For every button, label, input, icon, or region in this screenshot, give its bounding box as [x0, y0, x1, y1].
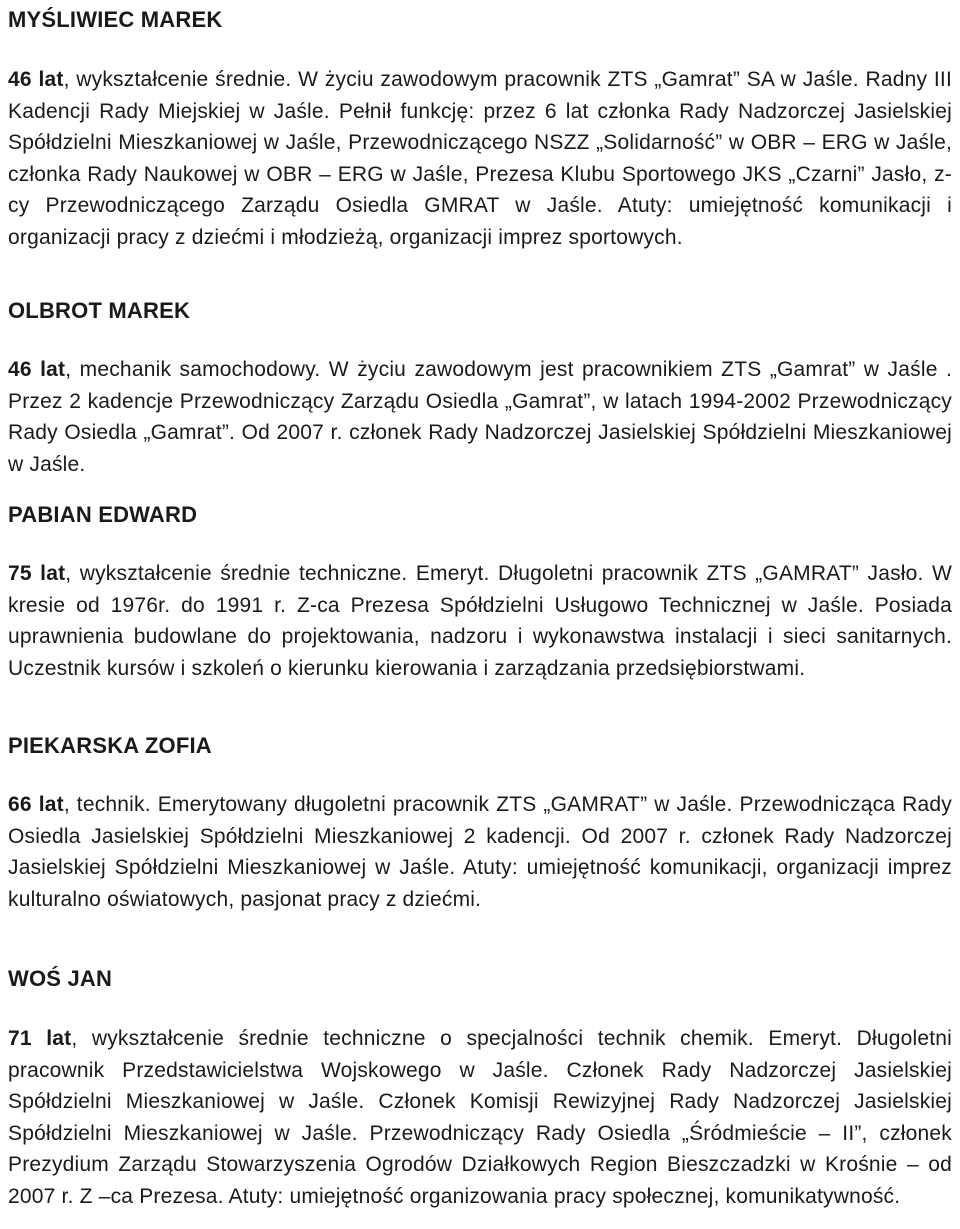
candidate-description: , technik. Emerytowany długoletni pracownik ZTS „GAMRAT” w Jaśle. Przewodnicząca Rady Osiedla Jasielskiej Spółdzielni Mieszkaniowej 2 kadencji. Od 2007 r. członek Rady Nadzorczej Jasielskiej Spółdzielni Mieszkaniowej w Jaśle. Atuty: umiejętność komunikacji, organizacji imprez kulturalno oświatowych, pasjonat pracy z dziećmi.	[8, 793, 952, 911]
candidate-age: 75 lat	[8, 562, 66, 585]
candidate-description: , wykształcenie średnie techniczne o specjalności technik chemik. Emeryt. Długoletni pracownik Przedstawicielstwa Wojskowego w Jaśle. Członek Rady Nadzorczej Jasielskiej Spółdzielni Mieszkaniowej w Jaśle. Członek Komisji Rewizyjnej Rady Nadzorczej Jasielskiej Spółdzielni Mieszkaniowej w Jaśle. Przewodniczący Rady Osiedla „Śródmieście – II”, członek Prezydium Zarządu Stowarzyszenia Ogrodów Działkowych Region Bieszczadzki w Krośnie – od 2007 r. Z –ca Prezesa. Atuty: umiejętność organizowania pracy społecznej, komunikatywność.	[8, 1027, 952, 1208]
candidate-bio	[8, 1023, 952, 1212]
candidate-entry	[8, 4, 952, 253]
candidate-description: , wykształcenie średnie. W życiu zawodowym pracownik ZTS „Gamrat” SA w Jaśle. Radny III Kadencji Rady Miejskiej w Jaśle. Pełnił funkcję: przez 6 lat członka Rady Nadzorczej Jasielskiej Spółdzielni Mieszkaniowej w Jaśle, Przewodniczącego NSZZ „Solidarność” w OBR – ERG w Jaśle, członka Rady Naukowej w OBR – ERG w Jaśle, Prezesa Klubu Sportowego JKS „Czarni” Jasło, z- cy Przewodniczącego Zarządu Osiedla GMRAT w Jaśle. Atuty: umiejętność komunikacji i organizacji pracy z dziećmi i młodzieżą, organizacji imprez sportowych.	[8, 68, 952, 249]
candidate-bio	[8, 354, 952, 480]
candidate-name: MYŚLIWIEC MAREK	[8, 7, 223, 32]
candidate-name: OLBROT MAREK	[8, 298, 191, 323]
candidate-name: PIEKARSKA ZOFIA	[8, 733, 212, 758]
candidate-age: 46 lat	[8, 68, 64, 91]
candidate-entry	[8, 295, 952, 480]
candidate-description: , mechanik samochodowy. W życiu zawodowym jest pracownikiem ZTS „Gamrat” w Jaśle . Przez 2 kadencje Przewodniczący Zarządu Osiedla „Gamrat”, w latach 1994-2002 Przewodniczący Rady Osiedla „Gamrat”. Od 2007 r. członek Rady Nadzorczej Jasielskiej Spółdzielni Mieszkaniowej w Jaśle.	[8, 358, 952, 476]
candidate-age: 46 lat	[8, 358, 66, 381]
candidate-description: , wykształcenie średnie techniczne. Emeryt. Długoletni pracownik ZTS „GAMRAT” Jasło. W kresie od 1976r. do 1991 r. Z-ca Prezesa Spółdzielni Usługowo Technicznej w Jaśle. Posiada uprawnienia budowlane do projektowania, nadzoru i wykonawstwa instalacji i sieci sanitarnych. Uczestnik kursów i szkoleń o kierunku kierowania i zarządzania przedsiębiorstwami.	[8, 562, 952, 680]
candidate-bio	[8, 64, 952, 253]
candidate-name: PABIAN EDWARD	[8, 502, 198, 527]
candidate-entry	[8, 499, 952, 684]
candidate-bio	[8, 789, 952, 915]
candidate-entry	[8, 963, 952, 1212]
candidate-name: WOŚ JAN	[8, 966, 113, 991]
candidate-bio	[8, 558, 952, 684]
candidate-entry	[8, 730, 952, 915]
candidate-age: 71 lat	[8, 1027, 72, 1050]
candidate-age: 66 lat	[8, 793, 64, 816]
